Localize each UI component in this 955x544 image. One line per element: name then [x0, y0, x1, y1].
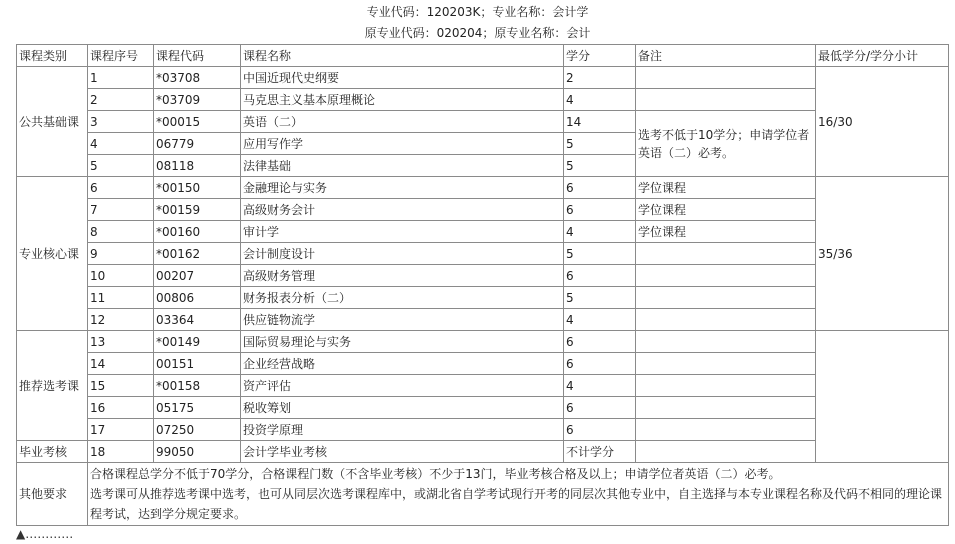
name-cell: 供应链物流学 — [241, 309, 564, 331]
name-cell: 中国近现代史纲要 — [241, 67, 564, 89]
table-row — [17, 375, 949, 397]
other-requirements-cell — [88, 463, 949, 526]
category-other: 其他要求 — [17, 463, 88, 526]
code-cell: 03364 — [154, 309, 241, 331]
category-elective: 推荐选考课 — [17, 331, 88, 441]
program-code-line: 专业代码：120203K；专业名称：会计学 — [366, 5, 589, 19]
table-row — [17, 177, 949, 199]
credit-cell: 6 — [564, 265, 636, 287]
table-row — [17, 221, 949, 243]
code-cell: 00151 — [154, 353, 241, 375]
code-cell: 00806 — [154, 287, 241, 309]
category-graduation: 毕业考核 — [17, 441, 88, 463]
seq-cell: 16 — [88, 397, 154, 419]
note-cell — [636, 243, 816, 265]
note-cell: 学位课程 — [636, 177, 816, 199]
note-cell — [636, 89, 816, 111]
note-cell — [636, 331, 816, 353]
seq-cell: 9 — [88, 243, 154, 265]
name-cell: 投资学原理 — [241, 419, 564, 441]
other-requirement-line1: 合格课程总学分不低于70学分，合格课程门数（不含毕业考核）不少于13门，毕业考核合格及以上；申请学位者英语（二）必考。 — [90, 467, 781, 481]
seq-cell: 14 — [88, 353, 154, 375]
subtotal-elective-empty — [816, 331, 949, 463]
name-cell: 审计学 — [241, 221, 564, 243]
credit-cell: 6 — [564, 199, 636, 221]
note-cell — [636, 419, 816, 441]
name-cell: 马克思主义基本原理概论 — [241, 89, 564, 111]
table-row — [17, 331, 949, 353]
name-cell: 财务报表分析（二） — [241, 287, 564, 309]
code-cell: *03709 — [154, 89, 241, 111]
column-header-subtotal: 最低学分/学分小计 — [816, 45, 949, 67]
seq-cell: 18 — [88, 441, 154, 463]
column-header-note: 备注 — [636, 45, 816, 67]
name-cell: 高级财务管理 — [241, 265, 564, 287]
seq-cell: 5 — [88, 155, 154, 177]
program-header — [0, 0, 955, 44]
code-cell: 07250 — [154, 419, 241, 441]
seq-cell: 2 — [88, 89, 154, 111]
code-cell: 99050 — [154, 441, 241, 463]
credit-cell: 6 — [564, 331, 636, 353]
name-cell: 资产评估 — [241, 375, 564, 397]
credit-cell: 不计学分 — [564, 441, 636, 463]
note-cell: 学位课程 — [636, 221, 816, 243]
column-header-code: 课程代码 — [154, 45, 241, 67]
credit-cell: 2 — [564, 67, 636, 89]
code-cell: *00015 — [154, 111, 241, 133]
seq-cell: 15 — [88, 375, 154, 397]
category-core: 专业核心课 — [17, 177, 88, 331]
table-row — [17, 111, 949, 133]
credit-cell: 5 — [564, 287, 636, 309]
seq-cell: 10 — [88, 265, 154, 287]
column-header-seq: 课程序号 — [88, 45, 154, 67]
course-table — [16, 44, 949, 526]
credit-cell: 4 — [564, 375, 636, 397]
name-cell: 企业经营战略 — [241, 353, 564, 375]
code-cell: 08118 — [154, 155, 241, 177]
seq-cell: 3 — [88, 111, 154, 133]
name-cell: 金融理论与实务 — [241, 177, 564, 199]
code-cell: *00159 — [154, 199, 241, 221]
seq-cell: 8 — [88, 221, 154, 243]
table-row — [17, 265, 949, 287]
seq-cell: 6 — [88, 177, 154, 199]
seq-cell: 4 — [88, 133, 154, 155]
seq-cell: 7 — [88, 199, 154, 221]
seq-cell: 17 — [88, 419, 154, 441]
credit-cell: 4 — [564, 89, 636, 111]
name-cell: 国际贸易理论与实务 — [241, 331, 564, 353]
name-cell: 高级财务会计 — [241, 199, 564, 221]
seq-cell: 11 — [88, 287, 154, 309]
credit-cell: 6 — [564, 177, 636, 199]
credit-cell: 5 — [564, 155, 636, 177]
note-cell: 学位课程 — [636, 199, 816, 221]
table-row — [17, 243, 949, 265]
note-cell — [636, 265, 816, 287]
note-public: 选考不低于10学分；申请学位者英语（二）必考。 — [636, 111, 816, 177]
table-row — [17, 67, 949, 89]
original-program-code-line: 原专业代码：020204；原专业名称：会计 — [364, 26, 591, 40]
table-row — [17, 309, 949, 331]
table-row — [17, 199, 949, 221]
note-cell — [636, 353, 816, 375]
subtotal-public: 16/30 — [816, 67, 949, 177]
code-cell: 06779 — [154, 133, 241, 155]
table-row — [17, 419, 949, 441]
note-cell — [636, 441, 816, 463]
table-row — [17, 89, 949, 111]
name-cell: 应用写作学 — [241, 133, 564, 155]
seq-cell: 1 — [88, 67, 154, 89]
table-row — [17, 441, 949, 463]
credit-cell: 5 — [564, 133, 636, 155]
note-cell — [636, 375, 816, 397]
table-header-row — [17, 45, 949, 67]
table-row — [17, 287, 949, 309]
credit-cell: 6 — [564, 353, 636, 375]
table-row — [17, 353, 949, 375]
code-cell: *00158 — [154, 375, 241, 397]
name-cell: 税收筹划 — [241, 397, 564, 419]
seq-cell: 13 — [88, 331, 154, 353]
credit-cell: 5 — [564, 243, 636, 265]
credit-cell: 6 — [564, 397, 636, 419]
code-cell: *00150 — [154, 177, 241, 199]
note-cell — [636, 309, 816, 331]
name-cell: 英语（二） — [241, 111, 564, 133]
table-row-other — [17, 463, 949, 526]
note-cell — [636, 287, 816, 309]
code-cell: *00162 — [154, 243, 241, 265]
other-requirement-line2: 选考课可从推荐选考课中选考，也可从同层次选考课程库中，或湖北省自学考试现行开考的同层次其他专业中，自主选择与本专业课程名称及代码不相同的理论课程考试，达到学分规定要求。 — [90, 487, 943, 521]
code-cell: *00160 — [154, 221, 241, 243]
credit-cell: 4 — [564, 221, 636, 243]
table-row — [17, 397, 949, 419]
credit-cell: 4 — [564, 309, 636, 331]
subtotal-core: 35/36 — [816, 177, 949, 331]
note-cell — [636, 67, 816, 89]
column-header-name: 课程名称 — [241, 45, 564, 67]
credit-cell: 14 — [564, 111, 636, 133]
footer-partial-text: ▲………… — [16, 527, 74, 541]
name-cell: 会计学毕业考核 — [241, 441, 564, 463]
code-cell: 05175 — [154, 397, 241, 419]
code-cell: *03708 — [154, 67, 241, 89]
code-cell: 00207 — [154, 265, 241, 287]
seq-cell: 12 — [88, 309, 154, 331]
name-cell: 法律基础 — [241, 155, 564, 177]
code-cell: *00149 — [154, 331, 241, 353]
category-public: 公共基础课 — [17, 67, 88, 177]
column-header-credit: 学分 — [564, 45, 636, 67]
name-cell: 会计制度设计 — [241, 243, 564, 265]
column-header-category: 课程类别 — [17, 45, 88, 67]
note-cell — [636, 397, 816, 419]
credit-cell: 6 — [564, 419, 636, 441]
